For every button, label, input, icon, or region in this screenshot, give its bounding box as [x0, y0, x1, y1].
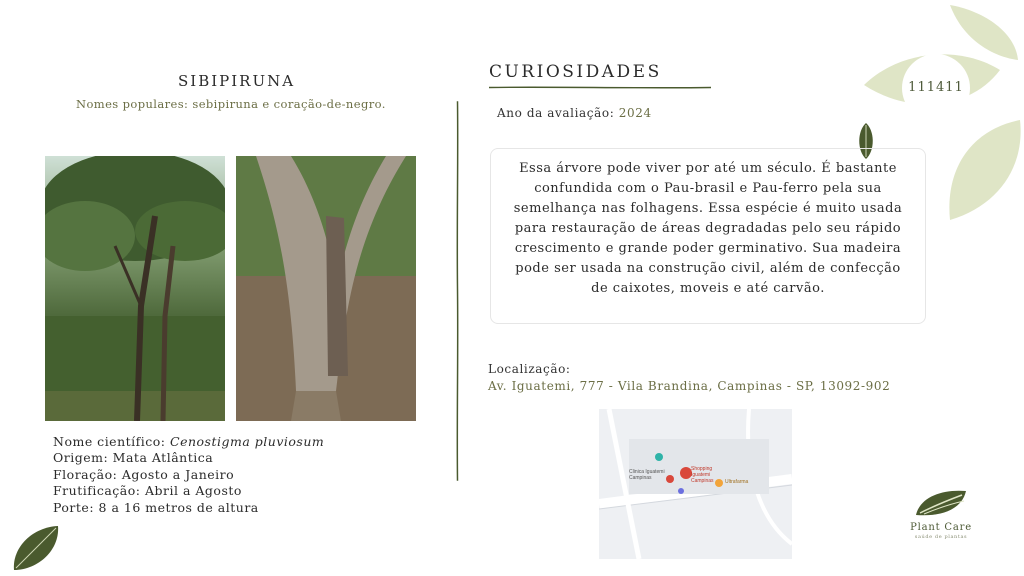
map-label-ultrafarma: Ultrafarma — [725, 479, 749, 485]
popular-names — [76, 97, 386, 111]
map-label-clinic: Clinica Iguatemi Campinas — [629, 469, 665, 481]
plant-care-logo-tagline: saúde de plantas — [914, 534, 968, 540]
origin-row — [53, 450, 324, 466]
size-value: 8 a 16 metros de altura — [98, 499, 259, 515]
scientific-name-row — [53, 434, 324, 450]
flowering-row — [53, 467, 324, 483]
fruiting-row — [53, 483, 324, 499]
popular-names-value: sebipiruna e coração-de-negro. — [192, 97, 386, 111]
evaluation-year-value: 2024 — [618, 106, 652, 120]
tree-name-title: SIBIPIRUNA — [178, 72, 296, 90]
evaluation-year-label: Ano da avaliação: — [497, 106, 615, 120]
location-address[interactable]: Av. Iguatemi, 777 - Vila Brandina, Campinas - SP, 13092-902 — [488, 379, 891, 393]
tree-photo-canopy — [45, 156, 225, 421]
curiosity-text: Essa árvore pode viver por até um século. É bastante confundida com o Pau-brasil e Pau-ferro pela sua semelhança nas folhagens. Essa espécie é muito usada para restauração de áreas degradadas pelo seu rápido crescimento e grande poder germinativo. Sua madeira pode ser usada na construção civil, além de confecção de caixotes, moveis e até carvão. — [490, 148, 926, 324]
evaluation-year — [497, 106, 652, 120]
scientific-name-label: Nome científico: — [53, 434, 166, 449]
fruiting-value: Abril a Agosto — [144, 483, 242, 499]
size-label: Porte: — [53, 499, 95, 515]
title-underline — [489, 85, 711, 90]
popular-names-label: Nomes populares: — [76, 97, 189, 111]
scientific-name-value: Cenostigma pluviosum — [170, 434, 325, 449]
flowering-label: Floração: — [53, 466, 118, 482]
location-map[interactable] — [599, 409, 792, 559]
flowering-value: Agosto a Janeiro — [121, 466, 235, 482]
origin-value: Mata Atlântica — [112, 450, 214, 466]
fruiting-label: Frutificação: — [53, 483, 141, 499]
leaf-decoration-bottom-left — [8, 522, 62, 574]
origin-label: Origem: — [53, 450, 109, 466]
curiosities-title: CURIOSIDADES — [489, 62, 662, 82]
size-row — [53, 500, 324, 516]
tree-photo-trunk — [236, 156, 416, 421]
plant-care-logo-name: Plant Care — [910, 522, 972, 533]
column-divider — [456, 38, 459, 544]
location-label: Localização: — [488, 362, 571, 376]
tree-id-badge: 111411 — [908, 80, 964, 95]
map-label-shopping: Shopping Iguatemi Campinas — [691, 466, 714, 484]
tree-facts — [53, 434, 324, 516]
